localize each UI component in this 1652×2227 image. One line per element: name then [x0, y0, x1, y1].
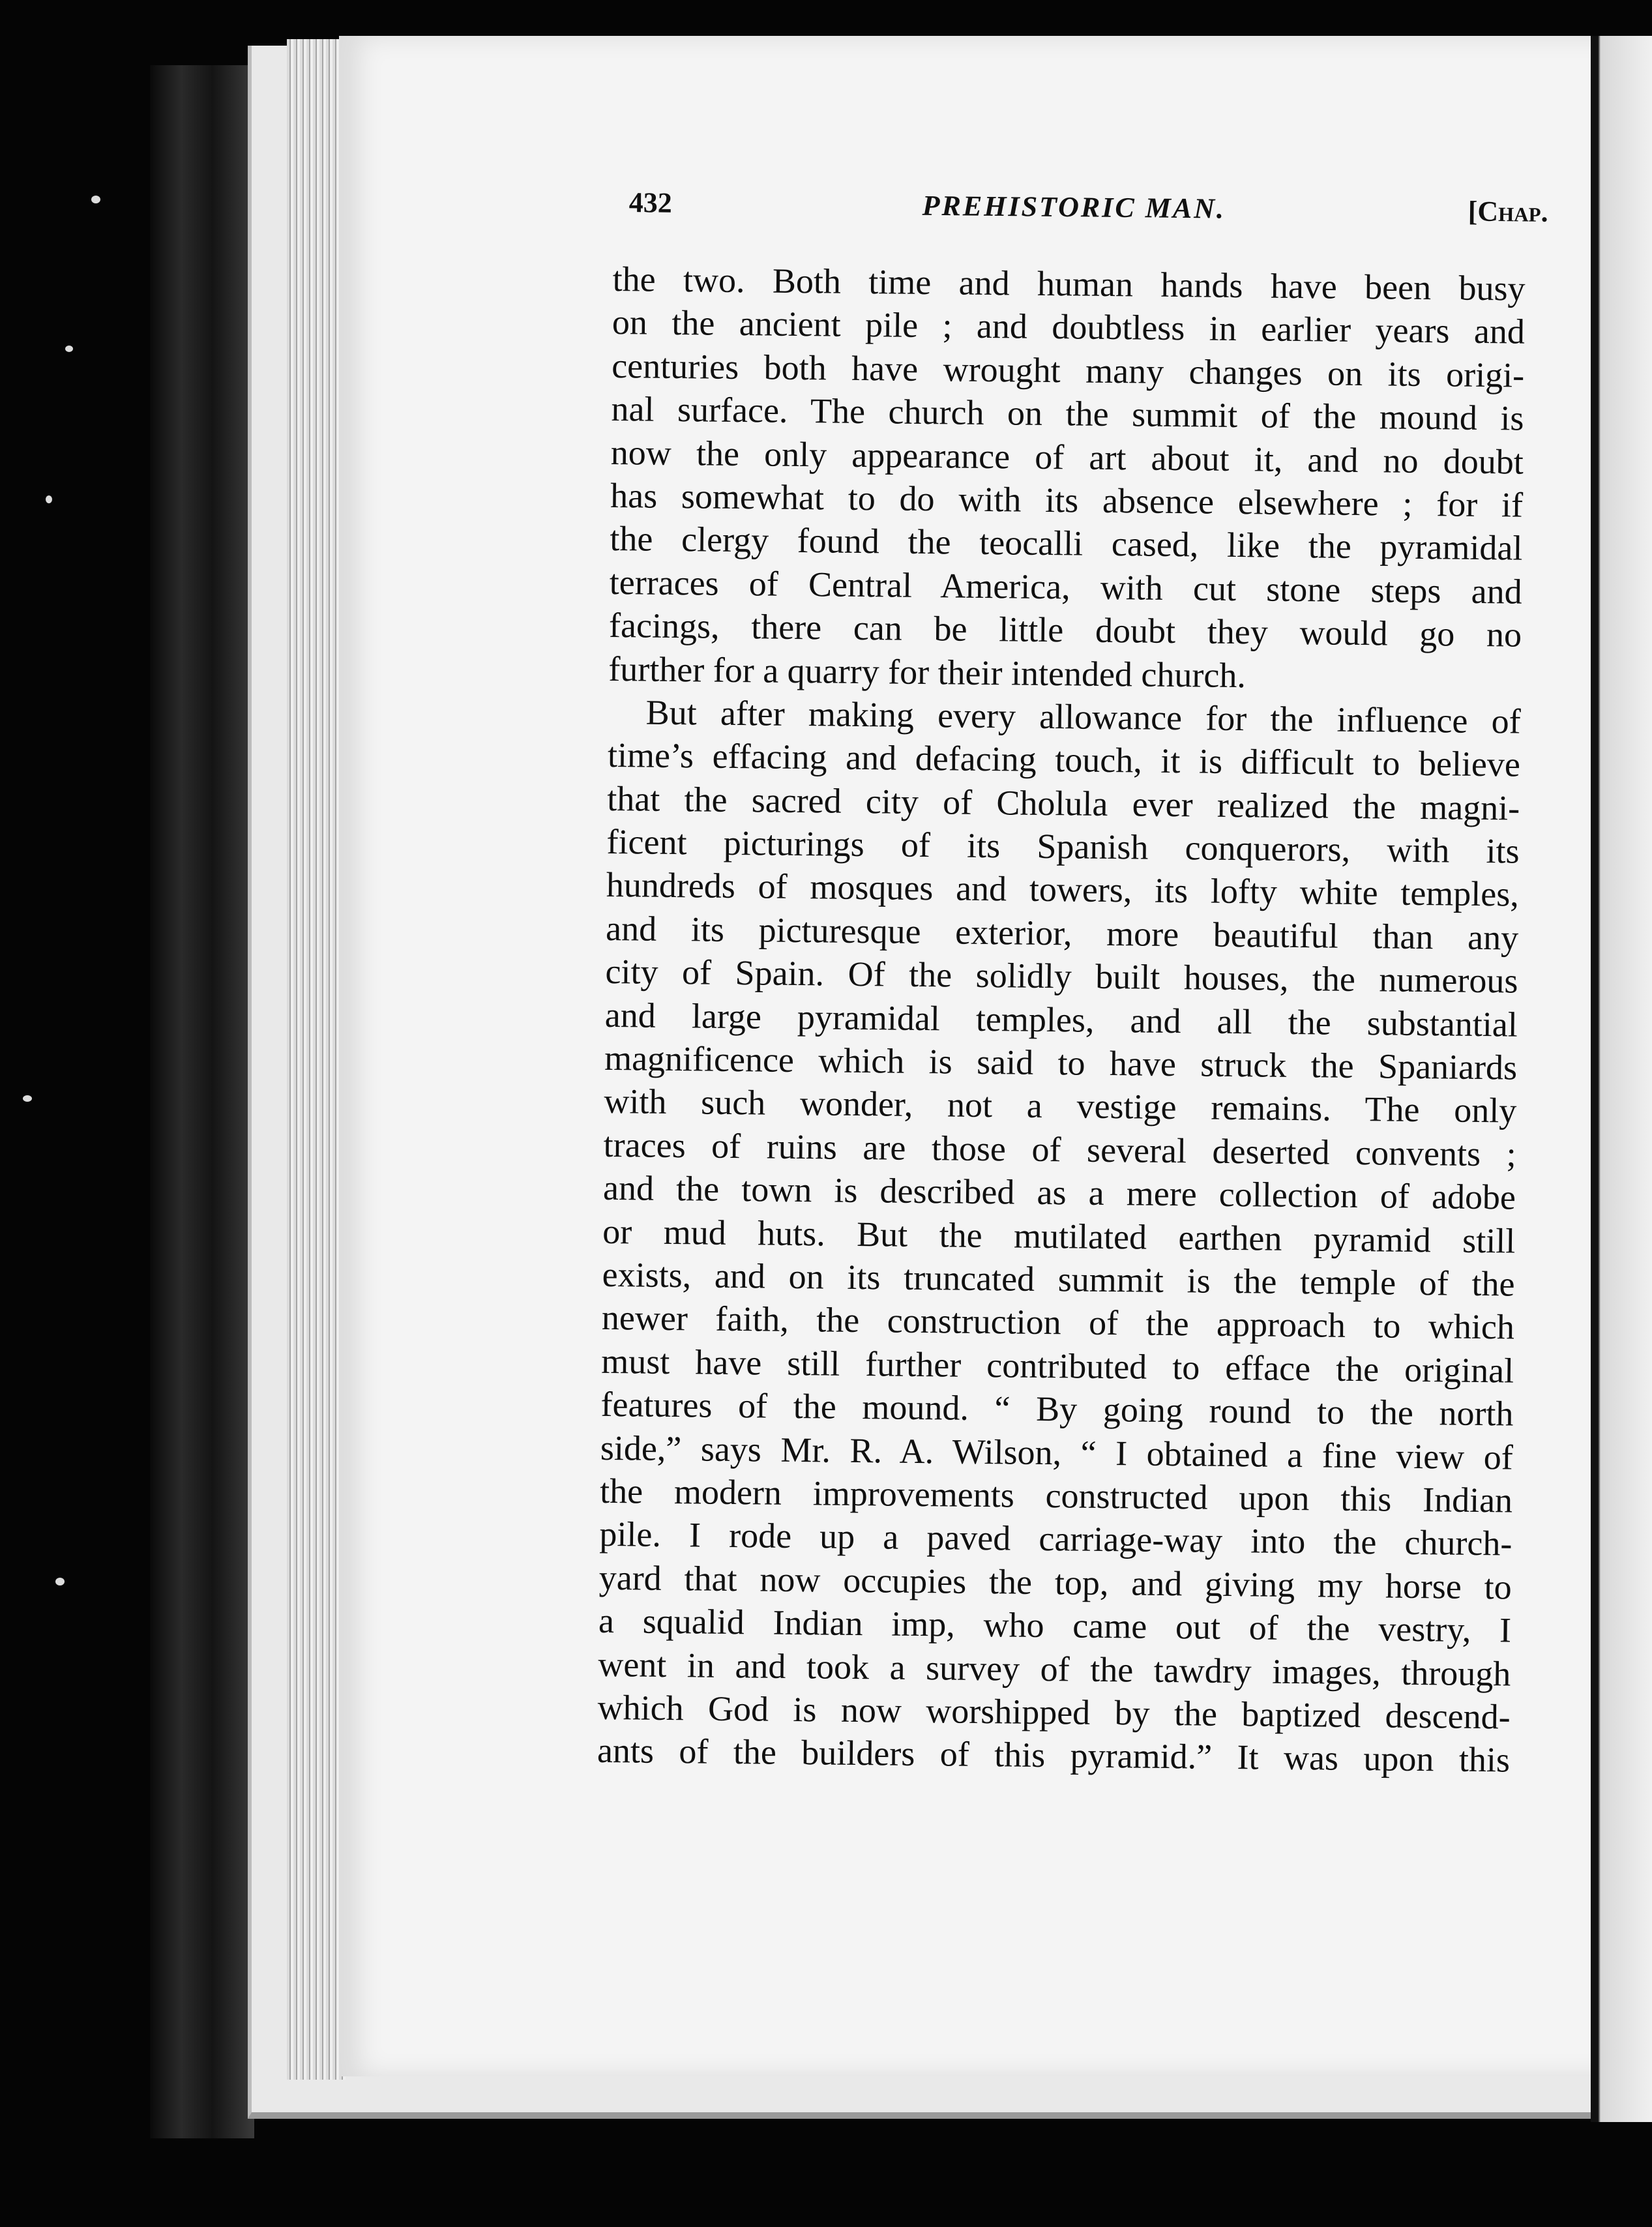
text-line: ficent picturings of its Spanish conquerors, with its	[606, 822, 1520, 871]
text-line: ants of the builders of this pyramid.” It was upon this	[597, 1731, 1511, 1780]
text-line: centuries both have wrought many changes on its origi-	[611, 346, 1525, 395]
text-line: that the sacred city of Cholula ever realized the magni-	[606, 778, 1520, 828]
scan-speck	[65, 346, 73, 352]
text-line: with such wonder, not a vestige remains. The only	[604, 1082, 1517, 1131]
facing-page-edge	[1591, 36, 1652, 2122]
text-line: city of Spain. Of the solidly built houses, the numerous	[605, 952, 1518, 1001]
text-line: pile. I rode up a paved carriage-way into the church-	[599, 1514, 1512, 1563]
text-line: went in and took a survey of the tawdry images, through	[598, 1644, 1511, 1694]
text-line: the two. Both time and human hands have been busy	[612, 259, 1526, 308]
text-line: hundreds of mosques and towers, its lofty white temples,	[606, 865, 1520, 915]
text-line: on the ancient pile ; and doubtless in earlier years and	[612, 302, 1526, 352]
text-line: facings, there can be little doubt they would go no	[608, 606, 1522, 655]
scan-speck	[55, 1578, 65, 1585]
paragraph-start-line: But after making every allowance for the influence of	[645, 692, 1521, 741]
text-line: the clergy found the teocalli cased, like the pyramidal	[610, 519, 1523, 568]
text-line: or mud huts. But the mutilated earthen pyramid still	[602, 1211, 1516, 1261]
text-line: and its picturesque exterior, more beautiful than any	[605, 908, 1519, 958]
text-line: further for a quarry for their intended church.	[608, 649, 1246, 695]
text-line: time’s effacing and defacing touch, it is difficult to believe	[607, 735, 1521, 784]
text-line: side,” says Mr. R. A. Wilson, “ I obtained a fine view of	[600, 1428, 1514, 1477]
text-line: exists, and on its truncated summit is the temple of the	[602, 1254, 1515, 1304]
running-header	[628, 186, 1548, 254]
text-line: must have still further contributed to efface the original	[600, 1341, 1514, 1391]
body-text	[597, 258, 1526, 1782]
text-line: has somewhat to do with its absence elsewhere ; for if	[610, 475, 1524, 525]
text-line: which God is now worshipped by the baptized descend-	[597, 1687, 1511, 1737]
text-line: the modern improvements constructed upon this Indian	[599, 1471, 1513, 1520]
text-line: newer faith, the construction of the approach to which	[601, 1298, 1515, 1347]
text-line: and the town is described as a mere collection of adobe	[602, 1168, 1516, 1217]
scan-speck	[23, 1095, 32, 1102]
text-line: yard that now occupies the top, and giving my horse to	[598, 1557, 1512, 1607]
page-number: 432	[628, 186, 672, 219]
text-line: now the only appearance of art about it, and no doubt	[610, 432, 1524, 482]
book-spine	[150, 65, 254, 2138]
text-line: and large pyramidal temples, and all the substantial	[604, 995, 1518, 1044]
text-line: magnificence which is said to have struck the Spaniards	[604, 1038, 1518, 1087]
text-line: traces of ruins are those of several deserted convents ;	[603, 1125, 1516, 1174]
running-title: PREHISTORIC MAN.	[922, 189, 1226, 225]
scan-speck	[91, 196, 100, 203]
text-line: nal surface. The church on the summit of the mound is	[611, 389, 1524, 438]
text-line: terraces of Central America, with cut stone steps and	[609, 562, 1523, 612]
text-line: features of the mound. “ By going round to the north	[600, 1385, 1514, 1434]
chapter-mark: [Chap.	[1468, 195, 1548, 228]
text-line: a squalid Indian imp, who came out of the vestry, I	[598, 1600, 1512, 1650]
scan-speck	[46, 495, 52, 503]
page-edges	[287, 39, 346, 2080]
